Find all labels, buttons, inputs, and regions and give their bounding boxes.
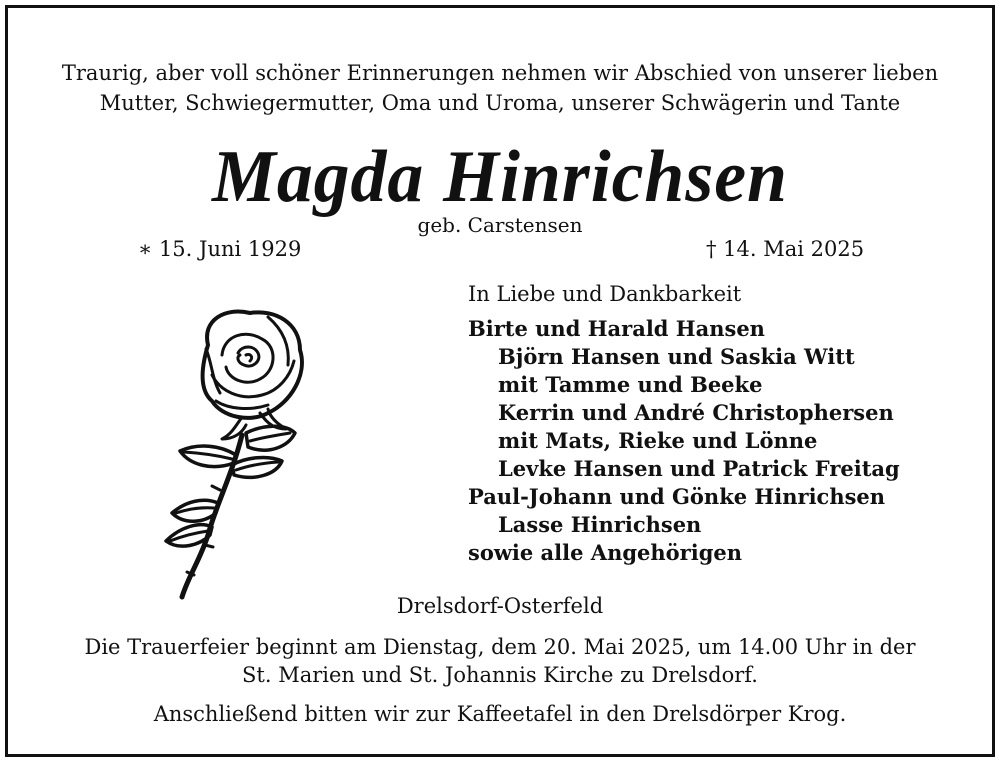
- ceremony-info: [0, 633, 1000, 689]
- mourner-line: mit Mats, Rieke und Lönne: [498, 428, 818, 453]
- mourner-line: mit Tamme und Beeke: [498, 372, 763, 397]
- ceremony-line-2: St. Marien und St. Johannis Kirche zu Drelsdorf.: [242, 663, 758, 687]
- mourners-block: [468, 280, 900, 567]
- mourners-intro: In Liebe und Dankbarkeit: [468, 282, 742, 306]
- birth-date: ∗ 15. Juni 1929: [138, 237, 302, 261]
- intro-line-1: Traurig, aber voll schöner Erinnerungen nehmen wir Abschied von unserer lieben: [61, 61, 939, 85]
- mourner-line: Paul-Johann und Gönke Hinrichsen: [468, 484, 886, 509]
- rose-icon: [150, 305, 315, 600]
- birth-name: geb. Carstensen: [417, 213, 583, 237]
- mourner-line: Lasse Hinrichsen: [498, 512, 702, 537]
- place-name: Drelsdorf-Osterfeld: [396, 594, 604, 618]
- ceremony-line-1: Die Trauerfeier beginnt am Dienstag, dem 20. Mai 2025, um 14.00 Uhr in der: [84, 635, 916, 659]
- intro-text: [0, 58, 1000, 118]
- mourner-line: Levke Hansen und Patrick Freitag: [498, 456, 900, 481]
- deceased-name: Magda Hinrichsen: [212, 136, 788, 218]
- intro-line-2: Mutter, Schwiegermutter, Oma und Uroma, unserer Schwägerin und Tante: [99, 91, 901, 115]
- death-date: † 14. Mai 2025: [706, 237, 865, 261]
- mourner-line: Birte und Harald Hansen: [468, 316, 765, 341]
- mourner-line: Björn Hansen und Saskia Witt: [498, 344, 855, 369]
- mourner-line: sowie alle Angehörigen: [468, 540, 743, 565]
- mourner-line: Kerrin und André Christophersen: [498, 400, 894, 425]
- coffee-info: Anschließend bitten wir zur Kaffeetafel in den Drelsdörper Krog.: [153, 702, 847, 726]
